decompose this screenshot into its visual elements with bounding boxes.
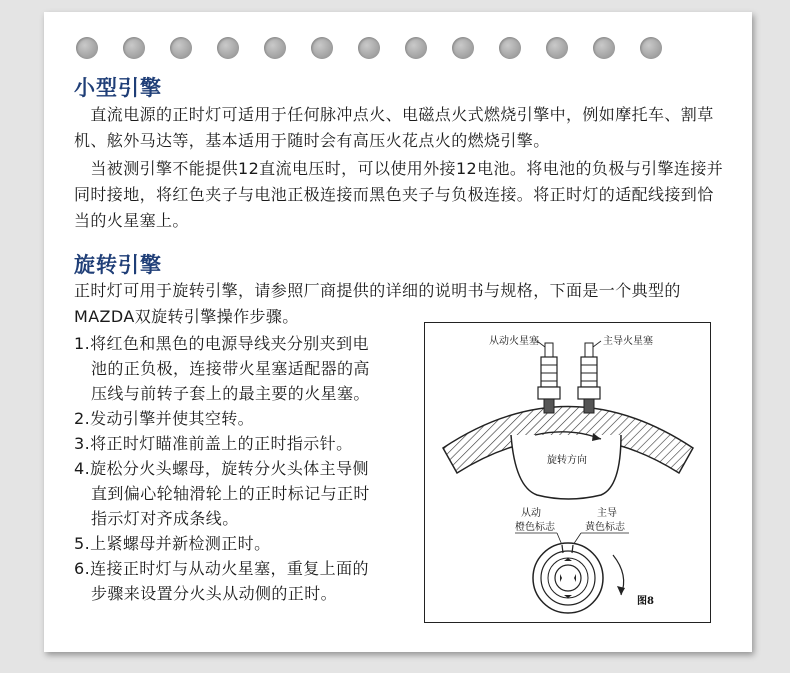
binder-hole — [358, 37, 380, 59]
rotary-engine-diagram — [425, 323, 710, 622]
binder-hole — [311, 37, 333, 59]
rotation-label: 旋转方向 — [547, 455, 587, 466]
leading-label: 主导 — [597, 508, 617, 519]
step-item: 1.将红色和黑色的电源导线夹分别夹到电 池的正负极，连接带火星塞适配器的高 压线与前转子套上的最主要的火星塞。 — [74, 334, 370, 403]
step-item: 6.连接正时灯与从动火星塞，重复上面的 步骤来设置分火头从动侧的正时。 — [74, 559, 369, 603]
step-item: 2.发动引擎并使其空转。 — [74, 409, 255, 428]
paragraph-small-engine-2: 当被测引擎不能提供12直流电压时，可以使用外接12电池。将电池的负极与引擎连接并同时接地，将红色夹子与电池正极连接而黑色夹子与负极连接。将正时灯的适配线接到恰当的火星塞上。 — [74, 159, 724, 230]
step-item: 4.旋松分火头螺母，旋转分火头体主导侧 直到偏心轮轴滑轮上的正时标记与正时 指示灯对齐成条线。 — [74, 459, 370, 528]
step-item: 5.上紧螺母并新检测正时。 — [74, 534, 271, 553]
rotor-outline — [511, 435, 621, 499]
leading-plug-label: 主导火星塞 — [603, 336, 653, 347]
binder-hole — [264, 37, 286, 59]
section-title-rotary-engine: 旋转引擎 — [74, 253, 162, 277]
leading-mark-label: 黄色标志 — [585, 522, 625, 533]
paragraph-small-engine-1: 直流电源的正时灯可适用于任何脉冲点火、电磁点火式燃烧引擎中，例如摩托车、割草机、舷外马达等，基本适用于随时会有高压火花点火的燃烧引擎。 — [74, 105, 714, 150]
eccentric-shaft-pulley — [533, 543, 603, 613]
steps-list — [74, 331, 420, 606]
figure-caption: 图8 — [637, 596, 654, 607]
binder-hole — [499, 37, 521, 59]
trailing-label: 从动 — [521, 508, 541, 519]
binder-hole — [217, 37, 239, 59]
step-item: 3.将正时灯瞄准前盖上的正时指示针。 — [74, 434, 353, 453]
binder-hole — [546, 37, 568, 59]
binder-hole — [593, 37, 615, 59]
trailing-plug-label: 从动火星塞 — [489, 336, 539, 347]
trailing-spark-plug — [538, 343, 560, 413]
leading-spark-plug — [578, 343, 600, 413]
paragraph-rotary-intro: 正时灯可用于旋转引擎，请参照厂商提供的详细的说明书与规格，下面是一个典型的MAZDA双旋转引擎操作步骤。 — [74, 281, 681, 326]
trailing-mark-label: 橙色标志 — [515, 522, 555, 533]
rotary-engine-figure — [424, 322, 711, 623]
binder-hole — [170, 37, 192, 59]
binder-holes — [76, 37, 662, 59]
binder-hole — [452, 37, 474, 59]
binder-hole — [405, 37, 427, 59]
binder-hole — [76, 37, 98, 59]
section-title-small-engine: 小型引擎 — [74, 76, 162, 100]
binder-hole — [123, 37, 145, 59]
binder-hole — [640, 37, 662, 59]
